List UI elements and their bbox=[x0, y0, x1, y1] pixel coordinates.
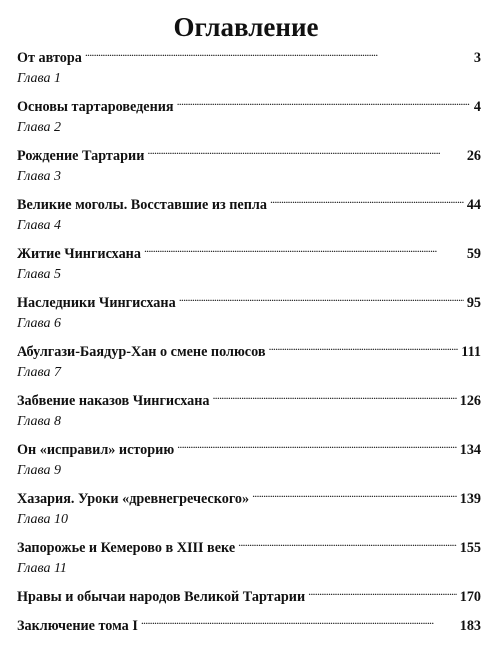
chapter-entry bbox=[17, 287, 481, 311]
dot-leader bbox=[269, 336, 459, 356]
dot-leader bbox=[270, 189, 464, 209]
entry-page-number: 170 bbox=[459, 589, 481, 605]
entry-page-number: 95 bbox=[466, 295, 481, 311]
entry-title: Рождение Тартарии bbox=[17, 148, 145, 164]
dot-leader bbox=[212, 385, 456, 405]
toc-chapter-4[interactable] bbox=[17, 217, 481, 262]
entry-page-number: 59 bbox=[466, 246, 481, 262]
toc-chapter-5[interactable] bbox=[17, 266, 481, 311]
chapter-entry bbox=[17, 91, 481, 115]
entry-page-number: 26 bbox=[466, 148, 481, 164]
chapter-label: Глава 8 bbox=[17, 414, 61, 429]
chapter-entry bbox=[17, 532, 481, 556]
dot-leader bbox=[144, 238, 464, 258]
chapter-label: Глава 11 bbox=[17, 561, 67, 576]
toc-chapter-8[interactable] bbox=[17, 413, 481, 458]
entry-title: Забвение наказов Чингисхана bbox=[17, 393, 210, 409]
entry-page-number: 126 bbox=[459, 393, 481, 409]
chapter-entry bbox=[17, 483, 481, 507]
entry-title: От автора bbox=[17, 50, 82, 66]
entry-page-number: 134 bbox=[459, 442, 481, 458]
entry-title: Заключение тома I bbox=[17, 618, 138, 634]
page-title: Оглавление bbox=[173, 12, 319, 42]
entry-title: Великие моголы. Восставшие из пепла bbox=[17, 197, 267, 213]
chapter-label: Глава 4 bbox=[17, 218, 61, 233]
chapter-label: Глава 7 bbox=[17, 365, 61, 380]
chapter-entry bbox=[17, 336, 481, 360]
toc-chapter-10[interactable] bbox=[17, 511, 481, 556]
dot-leader bbox=[85, 42, 471, 62]
entry-title: Нравы и обычаи народов Великой Тартарии bbox=[17, 589, 306, 605]
chapter-entry bbox=[17, 581, 481, 605]
chapter-entry bbox=[17, 385, 481, 409]
toc-chapter-7[interactable] bbox=[17, 364, 481, 409]
entry-page-number: 111 bbox=[461, 344, 481, 360]
entry-title: Наследники Чингисхана bbox=[17, 295, 176, 311]
chapter-entry bbox=[17, 140, 481, 164]
entry-page-number: 3 bbox=[473, 50, 481, 66]
toc-entry-conclusion[interactable] bbox=[17, 610, 481, 634]
chapter-entry bbox=[17, 189, 481, 213]
chapter-label: Глава 10 bbox=[17, 512, 68, 527]
dot-leader bbox=[179, 287, 464, 307]
chapter-label: Глава 5 bbox=[17, 267, 61, 282]
dot-leader bbox=[147, 140, 463, 160]
chapter-entry bbox=[17, 238, 481, 262]
chapter-label: Глава 1 bbox=[17, 71, 61, 86]
entry-title: Абулгази-Баядур-Хан о смене полюсов bbox=[17, 344, 266, 360]
toc-entry-preface[interactable] bbox=[17, 42, 481, 66]
toc-chapter-1[interactable] bbox=[17, 70, 481, 115]
dot-leader bbox=[252, 483, 457, 503]
chapter-label: Глава 2 bbox=[17, 120, 61, 135]
entry-title: Он «исправил» историю bbox=[17, 442, 175, 458]
toc-chapter-11[interactable] bbox=[17, 560, 481, 605]
entry-page-number: 44 bbox=[466, 197, 481, 213]
entry-title: Запорожье и Кемерово в XIII веке bbox=[17, 540, 236, 556]
toc-chapter-6[interactable] bbox=[17, 315, 481, 360]
chapter-entry bbox=[17, 434, 481, 458]
toc-chapter-2[interactable] bbox=[17, 119, 481, 164]
entry-title: Хазария. Уроки «древнегреческого» bbox=[17, 491, 250, 507]
chapter-label: Глава 6 bbox=[17, 316, 61, 331]
entry-title: Житие Чингисхана bbox=[17, 246, 141, 262]
chapter-label: Глава 9 bbox=[17, 463, 61, 478]
entry-page-number: 4 bbox=[473, 99, 481, 115]
dot-leader bbox=[177, 91, 471, 111]
dot-leader bbox=[141, 610, 457, 630]
dot-leader bbox=[238, 532, 457, 552]
chapter-label: Глава 3 bbox=[17, 169, 61, 184]
dot-leader bbox=[177, 434, 457, 454]
entry-page-number: 139 bbox=[459, 491, 481, 507]
entry-page-number: 183 bbox=[459, 618, 481, 634]
entry-title: Основы тартароведения bbox=[17, 99, 174, 115]
dot-leader bbox=[308, 581, 457, 601]
entry-page-number: 155 bbox=[459, 540, 481, 556]
table-of-contents bbox=[17, 42, 481, 634]
toc-chapter-3[interactable] bbox=[17, 168, 481, 213]
toc-chapter-9[interactable] bbox=[17, 462, 481, 507]
